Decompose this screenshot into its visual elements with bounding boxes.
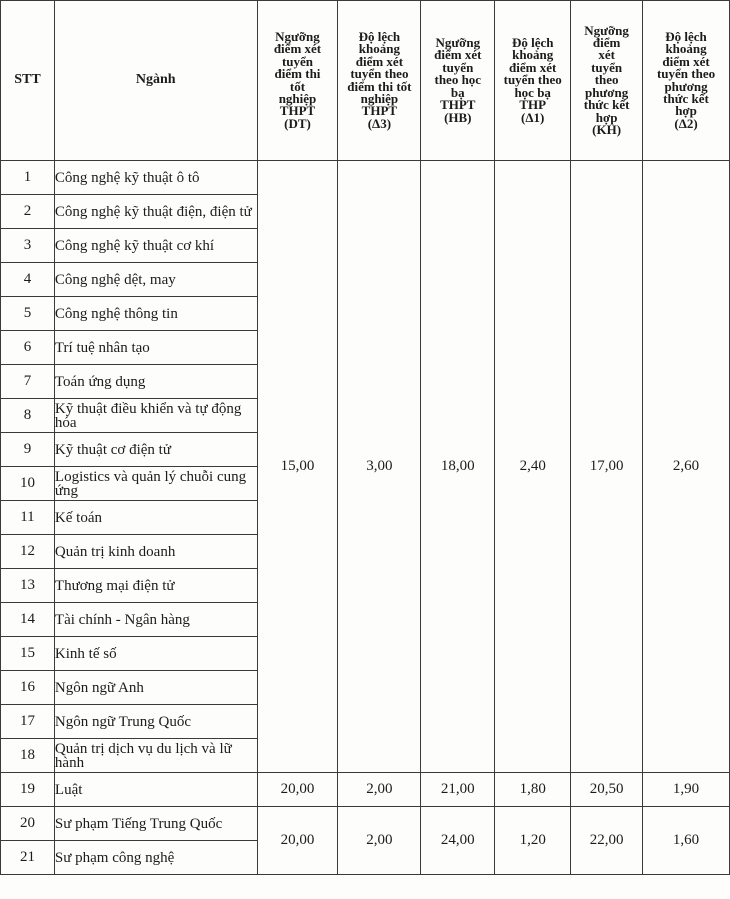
row-stt: 16 <box>1 671 55 705</box>
group1-hb: 18,00 <box>421 161 495 773</box>
header-hb: Ngưỡng điểm xét tuyển theo học bạ THPT (HB) <box>421 1 495 161</box>
header-kh: Ngưỡng điểm xét tuyển theo phương thức kết hợp (KH) <box>571 1 643 161</box>
header-row <box>1 1 730 161</box>
group2-dt: 20,00 <box>257 773 338 807</box>
row-nganh: Toán ứng dụng <box>54 365 257 399</box>
row-stt: 4 <box>1 263 55 297</box>
header-d2: Độ lệch khoảng điểm xét tuyển theo phương thức kết hợp (Δ2) <box>643 1 730 161</box>
header-d3: Độ lệch khoảng điểm xét tuyển theo điểm thi tốt nghiệp THPT (Δ3) <box>338 1 421 161</box>
row-stt: 1 <box>1 161 55 195</box>
row-nganh: Kế toán <box>54 501 257 535</box>
row-stt: 9 <box>1 433 55 467</box>
group3-d1: 1,20 <box>495 807 571 875</box>
row-stt: 14 <box>1 603 55 637</box>
row-nganh: Trí tuệ nhân tạo <box>54 331 257 365</box>
group1-d3: 3,00 <box>338 161 421 773</box>
row-stt: 10 <box>1 467 55 501</box>
row-stt: 12 <box>1 535 55 569</box>
group3-hb: 24,00 <box>421 807 495 875</box>
row-nganh: Kinh tế số <box>54 637 257 671</box>
row-nganh: Tài chính - Ngân hàng <box>54 603 257 637</box>
group3-d3: 2,00 <box>338 807 421 875</box>
table-row <box>1 161 730 195</box>
table-row <box>1 773 730 807</box>
row-stt: 20 <box>1 807 55 841</box>
group2-kh: 20,50 <box>571 773 643 807</box>
group1-dt: 15,00 <box>257 161 338 773</box>
row-stt: 21 <box>1 841 55 875</box>
row-stt: 2 <box>1 195 55 229</box>
row-nganh: Công nghệ dệt, may <box>54 263 257 297</box>
row-nganh: Công nghệ kỹ thuật điện, điện tử <box>54 195 257 229</box>
row-nganh: Luật <box>54 773 257 807</box>
row-stt: 3 <box>1 229 55 263</box>
row-stt: 13 <box>1 569 55 603</box>
group2-hb: 21,00 <box>421 773 495 807</box>
row-nganh: Ngôn ngữ Anh <box>54 671 257 705</box>
row-stt: 18 <box>1 739 55 773</box>
group3-kh: 22,00 <box>571 807 643 875</box>
group1-d2: 2,60 <box>643 161 730 773</box>
row-nganh: Ngôn ngữ Trung Quốc <box>54 705 257 739</box>
row-nganh: Sư phạm công nghệ <box>54 841 257 875</box>
row-nganh: Thương mại điện tử <box>54 569 257 603</box>
row-stt: 11 <box>1 501 55 535</box>
row-nganh: Công nghệ thông tin <box>54 297 257 331</box>
row-stt: 8 <box>1 399 55 433</box>
row-stt: 6 <box>1 331 55 365</box>
row-nganh: Quản trị dịch vụ du lịch và lữ hành <box>54 739 257 773</box>
row-stt: 5 <box>1 297 55 331</box>
header-stt: STT <box>1 1 55 161</box>
row-nganh: Kỹ thuật cơ điện tử <box>54 433 257 467</box>
row-nganh: Kỹ thuật điều khiển và tự động hóa <box>54 399 257 433</box>
table-row <box>1 807 730 841</box>
header-d1: Độ lệch khoảng điểm xét tuyển theo học bạ THP (Δ1) <box>495 1 571 161</box>
group3-d2: 1,60 <box>643 807 730 875</box>
row-nganh: Công nghệ kỹ thuật cơ khí <box>54 229 257 263</box>
group2-d1: 1,80 <box>495 773 571 807</box>
group1-d1: 2,40 <box>495 161 571 773</box>
header-nganh: Ngành <box>54 1 257 161</box>
row-stt: 19 <box>1 773 55 807</box>
group3-dt: 20,00 <box>257 807 338 875</box>
row-nganh: Quản trị kinh doanh <box>54 535 257 569</box>
row-stt: 15 <box>1 637 55 671</box>
header-dt: Ngưỡng điểm xét tuyển điểm thi tốt nghiệp THPT (DT) <box>257 1 338 161</box>
row-stt: 7 <box>1 365 55 399</box>
group1-kh: 17,00 <box>571 161 643 773</box>
row-nganh: Sư phạm Tiếng Trung Quốc <box>54 807 257 841</box>
row-nganh: Công nghệ kỹ thuật ô tô <box>54 161 257 195</box>
group2-d3: 2,00 <box>338 773 421 807</box>
row-nganh: Logistics và quản lý chuỗi cung ứng <box>54 467 257 501</box>
group2-d2: 1,90 <box>643 773 730 807</box>
row-stt: 17 <box>1 705 55 739</box>
